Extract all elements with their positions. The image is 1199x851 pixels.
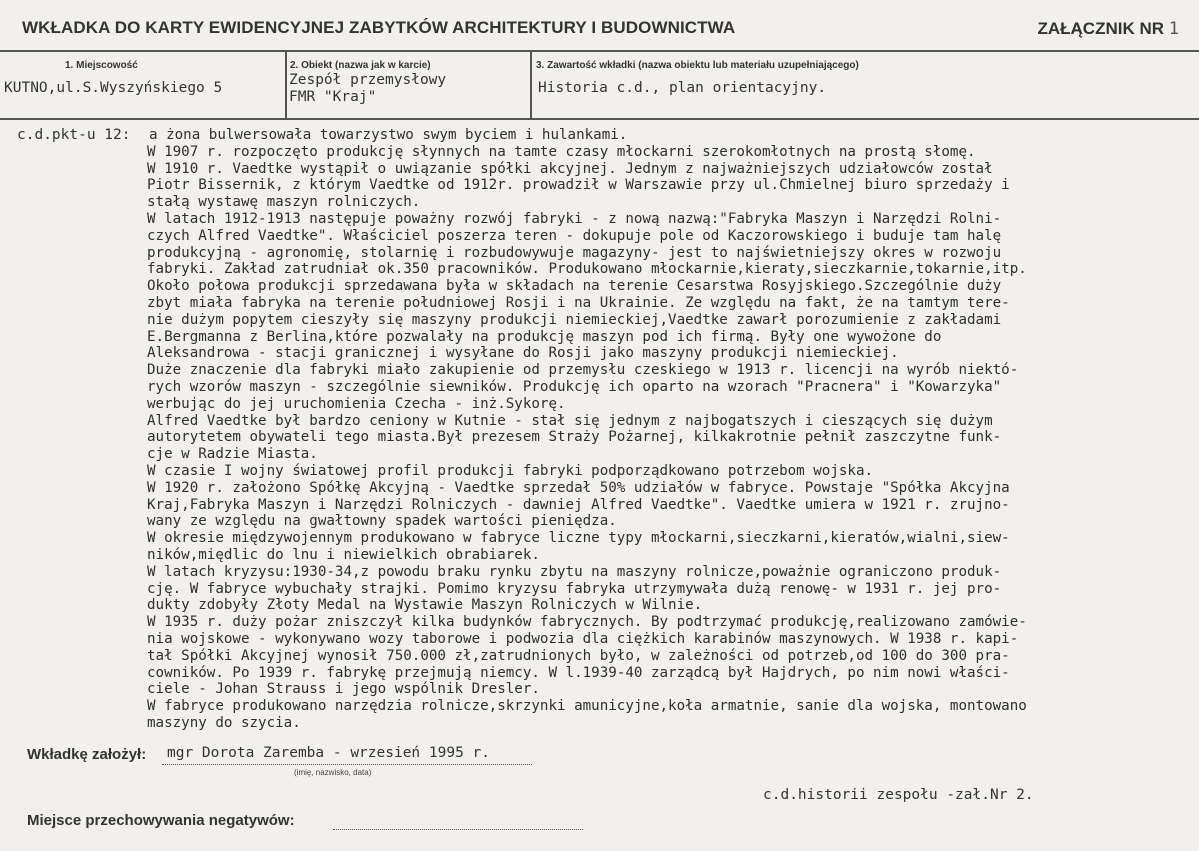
continuation-note: c.d.historii zespołu -zał.Nr 2. [763, 787, 1034, 803]
card-title: WKŁADKA DO KARTY EWIDENCYJNEJ ZABYTKÓW ARCHITEKTURY I BUDOWNICTWA [22, 18, 736, 37]
history-line: W 1920 r. założono Spółkę Akcyjną - Vaedtke sprzedał 50% udziałów w fabryce. Powstaje "Spółka Akcyjna [147, 479, 1010, 496]
history-line: fabryki. Zakład zatrudniał ok.350 pracowników. Produkowano młockarnie,kieraty,sieczkarnie,tokarnie,itp. [147, 261, 1027, 278]
founder-hint: (imię, nazwisko, data) [294, 768, 372, 777]
history-line: cowników. Po 1939 r. fabrykę przejmują niemcy. W l.1939-40 zarządcą był Hajdrych, po nim nowi właści- [147, 664, 1010, 681]
history-line: autorytetem obywateli tego miasta.Był prezesem Straży Pożarnej, kilkakrotnie pełnił zaszczytne funk- [147, 429, 1002, 446]
column-divider-2 [530, 50, 532, 118]
history-line: W latach 1912-1913 następuje poważny rozwój fabryki - z nową nazwą:"Fabryka Maszyn i Narzędzi Rolni- [147, 210, 1002, 227]
history-line: werbując do jej uruchomienia Czecha - inż.Sykorę. [147, 395, 566, 412]
history-text [147, 127, 1192, 732]
history-line: cję. W fabryce wybuchały strajki. Pomimo kryzysu fabryka utrzymywała dużą renowę- w 1931 r. jej pro- [147, 580, 1002, 597]
history-line: W okresie międzywojennym produkowano w fabryce liczne typy młockarni,sieczkarni,kieratów,wialni,siew- [147, 530, 1010, 547]
founder-label: Wkładkę założył: [27, 746, 147, 763]
history-line: nia wojskowe - wykonywano wozy taborowe i podwozia dla ciężkich karabinów maszynowych. W 1938 r. kapi- [147, 630, 1019, 647]
locality-value: KUTNO,ul.S.Wyszyńskiego 5 [4, 80, 223, 96]
history-line: cje w Radzie Miasta. [147, 446, 318, 463]
history-line: zbyt miała fabryka na terenie południowej Rosji i na Ukrainie. Ze względu na fakt, że na tamtym tere- [147, 294, 1010, 311]
history-line: W latach kryzysu:1930-34,z powodu braku rynku zbytu na maszyny rolnicze,poważnie ograniczono produk- [147, 563, 1002, 580]
history-line: rych wzorów maszyn - szczególnie siewników. Produkcję ich oparto na wzorach "Pracnera" i "Kowarzyka" [147, 378, 1002, 395]
founder-value: mgr Dorota Zaremba - wrzesień 1995 r. [167, 745, 491, 761]
history-line: Piotr Bissernik, z którym Vaedtke od 1912r. prowadził w Warszawie przy ul.Chmielnej biuro sprzedaży i [147, 177, 1010, 194]
annex-number: 1 [1168, 19, 1179, 39]
history-line: maszyny do szycia. [147, 714, 301, 731]
header-rule [0, 50, 1199, 52]
history-line: ciele - Johan Strauss i jego wspólnik Dresler. [147, 681, 540, 698]
columns-rule [0, 118, 1199, 120]
object-value-line-2: FMR "Kraj" [289, 89, 377, 105]
history-line: wany ze względu na gwałtowny spadek wartości pieniędza. [147, 513, 617, 530]
annex-label: ZAŁĄCZNIK NR [1037, 19, 1165, 38]
annex-heading [1037, 19, 1179, 39]
history-line: ników,międlic do lnu i niewielkich obrabiarek. [147, 546, 540, 563]
history-line: Duże znaczenie dla fabryki miało zakupienie od przemysłu czeskiego w 1913 r. licencji na wyrób niektó- [147, 362, 1019, 379]
history-line: W 1935 r. duży pożar zniszczył kilka budynków fabrycznych. By podtrzymać produkcję,realizowano zamówie- [147, 614, 1027, 631]
column-divider-1 [285, 50, 287, 118]
history-line: W czasie I wojny światowej profil produkcji fabryki podporządkowano potrzebom wojska. [147, 462, 874, 479]
history-line: dukty zdobyły Złoty Medal na Wystawie Maszyn Rolniczych w Wilnie. [147, 597, 703, 614]
history-line: W 1910 r. Vaedtke wystąpił o uwiązanie spółki akcyjnej. Jednym z najważniejszych udziałowców został [147, 160, 993, 177]
object-value-line-1: Zespół przemysłowy [289, 72, 447, 88]
history-line: stałą wystawę maszyn rolniczych. [147, 194, 421, 211]
storage-dotted-line [333, 829, 583, 830]
history-line: Kraj,Fabryka Maszyn i Narzędzi Rolniczych - dawniej Alfred Vaedtke". Vaedtke umiera w 1921 r. zrujno- [147, 496, 1010, 513]
history-line: tał Spółki Akcyjnej wynosił 750.000 zł,zatrudnionych było, w zależności od potrzeb,od 100 do 300 pra- [147, 647, 1010, 664]
contents-label: 3. Zawartość wkładki (nazwa obiektu lub materiału uzupełniającego) [536, 60, 859, 71]
history-line: Alfred Vaedtke był bardzo ceniony w Kutnie - stał się jednym z najbogatszych i cieszących się dużym [147, 412, 993, 429]
founder-dotted-line [162, 764, 532, 765]
history-line: W fabryce produkowano narzędzia rolnicze,skrzynki amunicyjne,koła armatnie, sanie dla wojska, montowano [147, 698, 1027, 715]
history-line: Aleksandrowa - stacji granicznej i wysyłane do Rosji jako maszyny produkcji niemieckiej. [147, 345, 899, 362]
history-line: czych Alfred Vaedtke". Właściciel poszerza teren - dokupuje pole od Kaczorowskiego i buduje tam halę [147, 227, 1002, 244]
history-line: W 1907 r. rozpoczęto produkcję słynnych na tamte czasy młockarni szerokomłotnych na prostą słomę. [147, 143, 976, 160]
locality-label: 1. Miejscowość [65, 60, 138, 71]
contents-value: Historia c.d., plan orientacyjny. [538, 80, 827, 96]
history-line: Około połowa produkcji sprzedawana była w składach na terenie Cesarstwa Rosyjskiego.Szczególnie duży [147, 278, 1002, 295]
section-continuation-label: c.d.pkt-u 12: [17, 127, 131, 143]
storage-label: Miejsce przechowywania negatywów: [27, 812, 295, 829]
history-line: nie dużym popytem cieszyły się maszyny produkcji niemieckiej,Vaedtke zawarł porozumienie z zakładami [147, 311, 1002, 328]
history-line: produkcyjną - agronomię, stolarnię i rozbudowywuje magazyny- jest to najświetniejszy okres w rozwoju [147, 244, 1002, 261]
object-label: 2. Obiekt (nazwa jak w karcie) [290, 60, 431, 71]
history-line: a żona bulwersowała towarzystwo swym byciem i hulankami. [149, 127, 628, 143]
history-line: E.Bergmanna z Berlina,które pozwalały na produkcję maszyn pod ich firmą. Były one wywożone do [147, 328, 942, 345]
